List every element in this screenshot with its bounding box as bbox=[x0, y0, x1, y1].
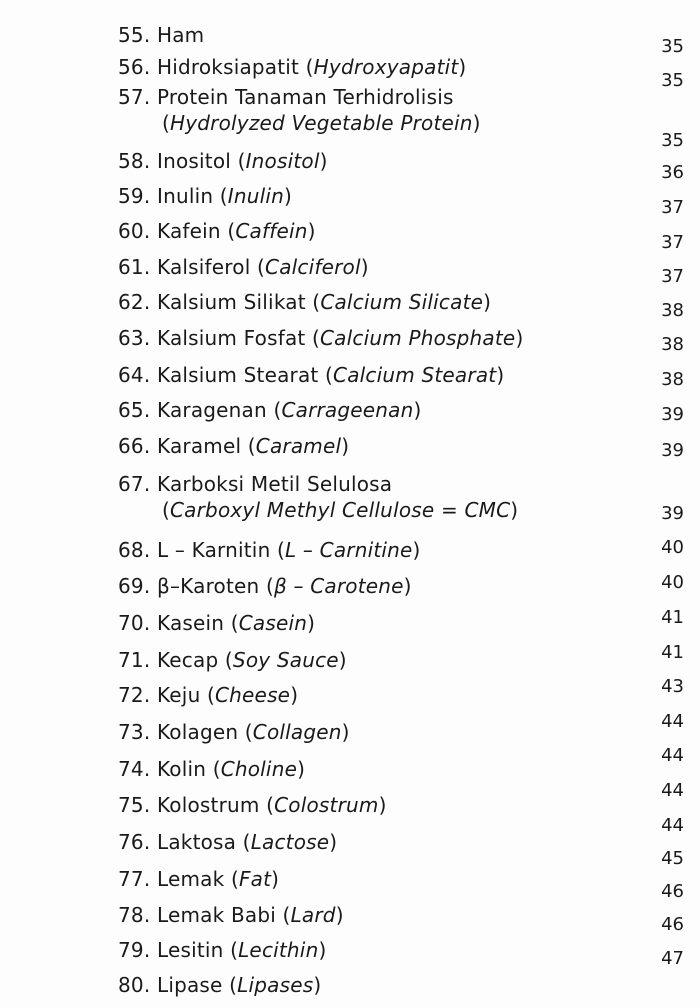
entry-number: 71. bbox=[118, 648, 151, 672]
page-number-57: 35 bbox=[661, 130, 684, 151]
page-number-78: 46 bbox=[661, 881, 684, 902]
toc-entry-75: 75. Kolostrum (Colostrum) bbox=[118, 793, 387, 817]
entry-term: Karboksi Metil Selulosa bbox=[156, 472, 393, 496]
entry-english-line: (Carboxyl Methyl Cellulose = CMC) bbox=[162, 498, 519, 522]
page-number-77: 45 bbox=[661, 848, 684, 869]
entry-number: 56. bbox=[118, 55, 151, 79]
entry-number: 68. bbox=[118, 538, 151, 562]
entry-number: 66. bbox=[118, 434, 151, 458]
page-number-72: 43 bbox=[661, 676, 684, 697]
entry-term: β–Karoten bbox=[156, 574, 260, 598]
entry-term: Kalsium Stearat bbox=[156, 363, 319, 387]
entry-term: Kolagen bbox=[156, 720, 239, 744]
page-number-75: 44 bbox=[661, 780, 684, 801]
toc-entry-69: 69. β–Karoten (β – Carotene) bbox=[118, 574, 412, 598]
entry-term: Kasein bbox=[156, 611, 225, 635]
page-number-74: 44 bbox=[661, 745, 684, 766]
entry-english-term: Casein bbox=[238, 611, 308, 635]
entry-term: Kecap bbox=[156, 648, 219, 672]
page-number-71: 41 bbox=[661, 642, 684, 663]
toc-entry-76: 76. Laktosa (Lactose) bbox=[118, 830, 338, 854]
entry-term: Kalsiferol bbox=[156, 255, 251, 279]
entry-number: 61. bbox=[118, 255, 151, 279]
entry-number: 58. bbox=[118, 149, 151, 173]
page-number-69: 40 bbox=[661, 572, 684, 593]
entry-number: 70. bbox=[118, 611, 151, 635]
entry-number: 73. bbox=[118, 720, 151, 744]
page-number-55: 35 bbox=[661, 36, 684, 57]
toc-entry-55 bbox=[118, 22, 204, 48]
entry-english-term: Choline bbox=[220, 757, 298, 781]
toc-entry-66: 66. Karamel (Caramel) bbox=[118, 434, 350, 458]
entry-number: 57. bbox=[118, 85, 151, 109]
entry-number: 69. bbox=[118, 574, 151, 598]
entry-term: Inositol bbox=[156, 149, 232, 173]
entry-english-term: Fat bbox=[238, 867, 272, 891]
entry-term: Inulin bbox=[156, 184, 214, 208]
entry-term: Kalsium Silikat bbox=[156, 290, 306, 314]
page-number-80: 47 bbox=[661, 948, 684, 969]
entry-english-term: Calcium Stearat bbox=[333, 363, 497, 387]
toc-entry-78: 78. Lemak Babi (Lard) bbox=[118, 903, 344, 927]
entry-term: Keju bbox=[156, 683, 201, 707]
entry-english-term: Colostrum bbox=[274, 793, 379, 817]
toc-entry-68: 68. L – Karnitin (L – Carnitine) bbox=[118, 538, 421, 562]
entry-english-term: Lipases bbox=[237, 973, 314, 997]
page-number-62: 38 bbox=[661, 300, 684, 321]
entry-english-term: β – Carotene bbox=[273, 574, 404, 598]
entry-term: Karamel bbox=[156, 434, 242, 458]
entry-english-term: Inositol bbox=[245, 149, 320, 173]
toc-entry-77: 77. Lemak (Fat) bbox=[118, 867, 280, 891]
toc-entry-57 bbox=[118, 84, 481, 136]
toc-entry-70: 70. Kasein (Casein) bbox=[118, 611, 316, 635]
entry-english-term: Carrageenan bbox=[281, 398, 414, 422]
entry-number: 60. bbox=[118, 219, 151, 243]
entry-english-term: Collagen bbox=[252, 720, 342, 744]
entry-number: 79. bbox=[118, 938, 151, 962]
page-number-59: 37 bbox=[661, 197, 684, 218]
entry-english-term: Hydroxyapatit bbox=[313, 55, 459, 79]
page-number-60: 37 bbox=[661, 232, 684, 253]
toc-entry-73: 73. Kolagen (Collagen) bbox=[118, 720, 350, 744]
entry-term: Karagenan bbox=[156, 398, 267, 422]
entry-term: Ham bbox=[156, 23, 205, 47]
toc-entry-60: 60. Kafein (Caffein) bbox=[118, 219, 316, 243]
page-number-66: 39 bbox=[661, 440, 684, 461]
entry-term: Lipase bbox=[156, 973, 223, 997]
entry-number: 76. bbox=[118, 830, 151, 854]
page-number-61: 37 bbox=[661, 266, 684, 287]
entry-term: Kolostrum bbox=[156, 793, 260, 817]
toc-entry-79: 79. Lesitin (Lecithin) bbox=[118, 938, 327, 962]
entry-english-line: (Hydrolyzed Vegetable Protein) bbox=[162, 111, 481, 135]
entry-term: L – Karnitin bbox=[156, 538, 271, 562]
toc-entry-74: 74. Kolin (Choline) bbox=[118, 757, 306, 781]
entry-term: Lemak Babi bbox=[156, 903, 276, 927]
page-number-63: 38 bbox=[661, 334, 684, 355]
page-number-70: 41 bbox=[661, 607, 684, 628]
entry-term: Hidroksiapatit bbox=[156, 55, 300, 79]
entry-english-term: Lard bbox=[290, 903, 336, 927]
entry-english-term: Caramel bbox=[255, 434, 342, 458]
entry-english-term: Calcium Phosphate bbox=[320, 326, 516, 350]
entry-number: 67. bbox=[118, 472, 151, 496]
page-number-76: 44 bbox=[661, 815, 684, 836]
page-number-67: 39 bbox=[661, 503, 684, 524]
entry-english-term: Inulin bbox=[227, 184, 285, 208]
entry-number: 63. bbox=[118, 326, 151, 350]
entry-number: 64. bbox=[118, 363, 151, 387]
entry-term: Lesitin bbox=[156, 938, 224, 962]
toc-entry-58: 58. Inositol (Inositol) bbox=[118, 149, 328, 173]
entry-number: 80. bbox=[118, 973, 151, 997]
entry-term: Lemak bbox=[156, 867, 225, 891]
toc-entry-65: 65. Karagenan (Carrageenan) bbox=[118, 398, 422, 422]
entry-term: Protein Tanaman Terhidrolisis bbox=[156, 85, 454, 109]
entry-english-term: Lactose bbox=[250, 830, 330, 854]
entry-english-term: Calciferol bbox=[265, 255, 361, 279]
entry-term: Kafein bbox=[156, 219, 221, 243]
entry-term: Kolin bbox=[156, 757, 207, 781]
entry-term: Laktosa bbox=[156, 830, 237, 854]
entry-english-term: Carboxyl Methyl Cellulose = CMC bbox=[170, 498, 511, 522]
toc-entry-59: 59. Inulin (Inulin) bbox=[118, 184, 293, 208]
entry-english-term: Calcium Silicate bbox=[320, 290, 484, 314]
entry-english-term: Lecithin bbox=[238, 938, 319, 962]
page-number-56: 35 bbox=[661, 70, 684, 91]
toc-entry-80: 80. Lipase (Lipases) bbox=[118, 973, 322, 997]
entry-english-term: Caffein bbox=[235, 219, 308, 243]
entry-number: 62. bbox=[118, 290, 151, 314]
toc-entry-62: 62. Kalsium Silikat (Calcium Silicate) bbox=[118, 290, 492, 314]
entry-number: 55. bbox=[118, 23, 151, 47]
entry-number: 77. bbox=[118, 867, 151, 891]
entry-number: 72. bbox=[118, 683, 151, 707]
toc-entry-67 bbox=[118, 471, 518, 523]
toc-entry-72: 72. Keju (Cheese) bbox=[118, 683, 299, 707]
entry-number: 59. bbox=[118, 184, 151, 208]
page-number-68: 40 bbox=[661, 537, 684, 558]
entry-term: Kalsium Fosfat bbox=[156, 326, 306, 350]
entry-number: 78. bbox=[118, 903, 151, 927]
toc-entry-64: 64. Kalsium Stearat (Calcium Stearat) bbox=[118, 363, 505, 387]
entry-number: 65. bbox=[118, 398, 151, 422]
entry-english-term: Hydrolyzed Vegetable Protein bbox=[170, 111, 473, 135]
page-number-79: 46 bbox=[661, 914, 684, 935]
entry-number: 74. bbox=[118, 757, 151, 781]
toc-entry-63: 63. Kalsium Fosfat (Calcium Phosphate) bbox=[118, 326, 524, 350]
page-number-64: 38 bbox=[661, 369, 684, 390]
toc-entry-71: 71. Kecap (Soy Sauce) bbox=[118, 648, 347, 672]
toc-entry-56: 56. Hidroksiapatit (Hydroxyapatit) bbox=[118, 55, 467, 79]
page-number-65: 39 bbox=[661, 404, 684, 425]
entry-number: 75. bbox=[118, 793, 151, 817]
entry-english-term: L – Carnitine bbox=[285, 538, 413, 562]
page-number-73: 44 bbox=[661, 711, 684, 732]
page-number-58: 36 bbox=[661, 162, 684, 183]
toc-entry-61: 61. Kalsiferol (Calciferol) bbox=[118, 255, 369, 279]
entry-english-term: Soy Sauce bbox=[232, 648, 339, 672]
entry-english-term: Cheese bbox=[215, 683, 291, 707]
